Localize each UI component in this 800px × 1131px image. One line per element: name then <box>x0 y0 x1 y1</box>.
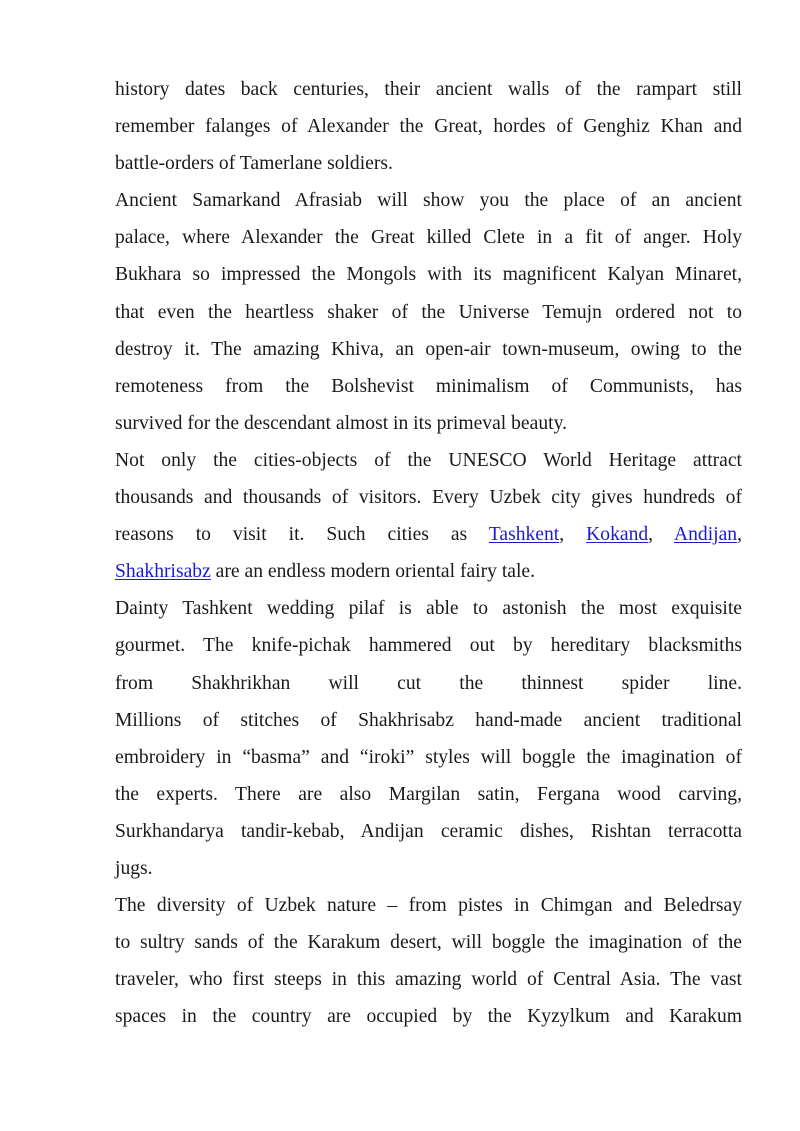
text-line: Surkhandarya tandir-kebab, Andijan ceramic dishes, Rishtan terracotta <box>115 820 742 842</box>
text-line-with-links <box>115 553 742 590</box>
text-line: Dainty Tashkent wedding pilaf is able to astonish the most exquisite <box>115 598 742 620</box>
text-line: The diversity of Uzbek nature – from pistes in Chimgan and Beledrsay <box>115 895 742 917</box>
text-line: thousands and thousands of visitors. Every Uzbek city gives hundreds of <box>115 487 742 509</box>
text-line: spaces in the country are occupied by the Kyzylkum and Karakum <box>115 1006 742 1028</box>
separator: , <box>737 524 742 546</box>
text-line: Not only the cities-objects of the UNESCO World Heritage attract <box>115 449 742 471</box>
text-line-with-links <box>115 516 742 553</box>
paragraph-history <box>115 71 742 182</box>
paragraph-samarkand <box>115 182 742 442</box>
link-kokand[interactable]: Kokand <box>586 524 649 546</box>
text-line: the experts. There are also Margilan satin, Fergana wood carving, <box>115 783 742 805</box>
text-line: from Shakhrikhan will cut the thinnest spider line. <box>115 672 742 694</box>
text-line: remember falanges of Alexander the Great, hordes of Genghiz Khan and <box>115 116 742 138</box>
text-line: Millions of stitches of Shakhrisabz hand-made ancient traditional <box>115 709 742 731</box>
text-line: remoteness from the Bolshevist minimalism of Communists, has <box>115 375 742 397</box>
separator: , <box>648 524 654 546</box>
text-line: palace, where Alexander the Great killed Clete in a fit of anger. Holy <box>115 227 742 249</box>
text-line: Ancient Samarkand Afrasiab will show you the place of an ancient <box>115 190 742 212</box>
text-segment: are an endless modern oriental fairy tale. <box>210 561 536 583</box>
text-line: Bukhara so impressed the Mongols with its magnificent Kalyan Minaret, <box>115 264 742 286</box>
link-shakhrisabz[interactable]: Shakhrisabz <box>115 561 211 583</box>
text-line: survived for the descendant almost in its primeval beauty. <box>115 412 567 434</box>
text-line: destroy it. The amazing Khiva, an open-air town-museum, owing to the <box>115 338 742 360</box>
separator: , <box>559 524 565 546</box>
text-line: that even the heartless shaker of the Universe Temujn ordered not to <box>115 301 742 323</box>
document-body <box>115 71 742 1035</box>
text-line: to sultry sands of the Karakum desert, will boggle the imagination of the <box>115 932 742 954</box>
paragraph-unesco <box>115 442 742 590</box>
text-segment: reasons to visit it. Such cities as <box>115 524 468 546</box>
paragraph-crafts <box>115 590 742 887</box>
link-tashkent[interactable]: Tashkent <box>488 524 560 546</box>
text-line: battle-orders of Tamerlane soldiers. <box>115 153 393 175</box>
paragraph-nature <box>115 887 742 1035</box>
text-line: history dates back centuries, their ancient walls of the rampart still <box>115 79 742 100</box>
text-line: gourmet. The knife-pichak hammered out by hereditary blacksmiths <box>115 635 742 657</box>
text-line: traveler, who first steeps in this amazing world of Central Asia. The vast <box>115 969 742 991</box>
link-andijan[interactable]: Andijan <box>673 524 738 546</box>
text-line: embroidery in “basma” and “iroki” styles will boggle the imagination of <box>115 746 742 768</box>
text-line: jugs. <box>115 857 153 879</box>
